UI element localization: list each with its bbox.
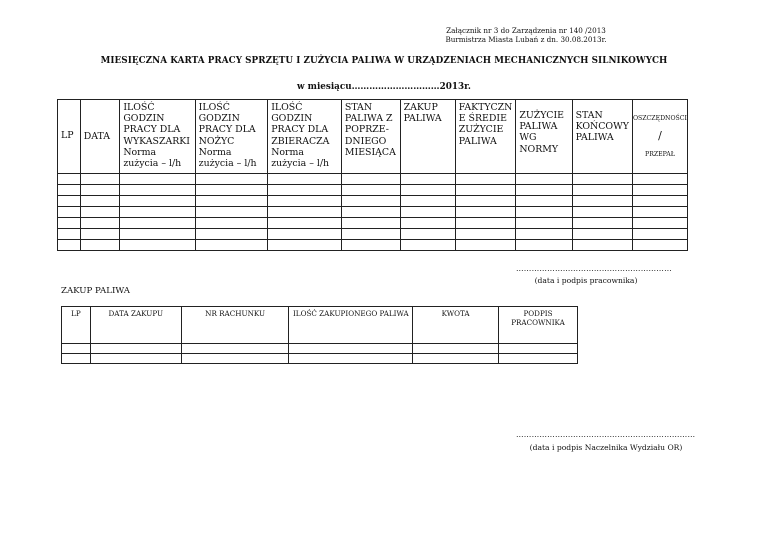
table-cell[interactable] — [455, 218, 516, 229]
table-cell[interactable] — [632, 196, 687, 207]
purchase-table-row — [62, 344, 578, 354]
table-cell[interactable] — [195, 196, 268, 207]
table-cell[interactable] — [499, 344, 578, 354]
table-cell[interactable] — [572, 174, 632, 185]
table-cell[interactable] — [80, 240, 120, 251]
annex-line: Załącznik nr 3 do Zarządzenia nr 140 /2013 — [446, 26, 606, 35]
table-cell[interactable] — [58, 174, 81, 185]
col-trimmer-hours: ILOŚĆ GODZIN PRACY DLA WYKASZARKI Norma zużycia – l/h — [120, 100, 195, 174]
table-cell[interactable] — [80, 185, 120, 196]
table-cell[interactable] — [455, 185, 516, 196]
purchase-body — [62, 344, 578, 364]
table-cell[interactable] — [289, 354, 413, 364]
table-cell[interactable] — [341, 185, 400, 196]
table-cell[interactable] — [632, 207, 687, 218]
table-cell[interactable] — [195, 174, 268, 185]
table-cell[interactable] — [572, 229, 632, 240]
table-cell[interactable] — [341, 207, 400, 218]
col-collector-hours: ILOŚĆ GODZIN PRACY DLA ZBIERACZA Norma zużycia – l/h — [268, 100, 342, 174]
table-cell[interactable] — [516, 207, 572, 218]
purchase-col-lp: LP — [62, 307, 91, 344]
table-cell[interactable] — [80, 229, 120, 240]
purchase-col-invoice: NR RACHUNKU — [181, 307, 289, 344]
table-cell[interactable] — [268, 174, 342, 185]
table-row — [58, 240, 688, 251]
table-cell[interactable] — [341, 196, 400, 207]
table-row — [58, 174, 688, 185]
table-cell[interactable] — [80, 218, 120, 229]
table-cell[interactable] — [632, 218, 687, 229]
table-cell[interactable] — [413, 354, 499, 364]
table-row — [58, 207, 688, 218]
table-cell[interactable] — [632, 174, 687, 185]
header-row — [58, 100, 688, 174]
table-cell[interactable] — [632, 229, 687, 240]
col-norm-consumption: ZUŻYCIE PALIWA WG NORMY — [516, 100, 572, 174]
table-row — [58, 185, 688, 196]
col-lp-label: LP — [61, 129, 74, 141]
table-cell[interactable] — [80, 196, 120, 207]
table-cell[interactable] — [455, 196, 516, 207]
purchase-col-amount-fuel: ILOŚĆ ZAKUPIONEGO PALIWA — [289, 307, 413, 344]
worker-signature-dots: …………………………………………………… — [516, 264, 672, 273]
table-row — [58, 229, 688, 240]
table-cell[interactable] — [516, 174, 572, 185]
table-cell[interactable] — [120, 218, 195, 229]
table-cell[interactable] — [632, 185, 687, 196]
mayor-line: Burmistrza Miasta Lubań z dn. 30.08.2013r. — [445, 35, 607, 44]
table-cell[interactable] — [268, 240, 342, 251]
table-cell[interactable] — [62, 354, 91, 364]
table-cell[interactable] — [572, 196, 632, 207]
table-cell[interactable] — [400, 218, 455, 229]
table-cell[interactable] — [181, 344, 289, 354]
table-cell[interactable] — [400, 174, 455, 185]
table-cell[interactable] — [572, 185, 632, 196]
savings-label: OSZCZĘDNOŚCI — [632, 115, 687, 122]
table-cell[interactable] — [195, 240, 268, 251]
col-date — [80, 100, 120, 174]
table-cell[interactable] — [400, 240, 455, 251]
table-cell[interactable] — [289, 344, 413, 354]
table-cell[interactable] — [341, 218, 400, 229]
table-cell[interactable] — [516, 240, 572, 251]
col-date-label: DATA — [83, 130, 111, 142]
table-cell[interactable] — [58, 229, 81, 240]
table-cell[interactable] — [120, 185, 195, 196]
table-cell[interactable] — [341, 174, 400, 185]
table-cell[interactable] — [455, 174, 516, 185]
table-cell[interactable] — [120, 240, 195, 251]
table-cell[interactable] — [341, 240, 400, 251]
table-cell[interactable] — [516, 196, 572, 207]
table-cell[interactable] — [516, 229, 572, 240]
col-previous-fuel: STAN PALIWA Z POPRZE- DNIEGO MIESIĄCA — [341, 100, 400, 174]
table-cell[interactable] — [572, 207, 632, 218]
table-cell[interactable] — [516, 218, 572, 229]
table-cell[interactable] — [58, 185, 81, 196]
table-cell[interactable] — [268, 229, 342, 240]
table-cell[interactable] — [455, 229, 516, 240]
table-cell[interactable] — [400, 185, 455, 196]
table-cell[interactable] — [58, 218, 81, 229]
head-signature-label: (data i podpis Naczelnika Wydziału OR) — [529, 443, 683, 452]
table-cell[interactable] — [62, 344, 91, 354]
table-cell[interactable] — [58, 196, 81, 207]
table-cell[interactable] — [632, 240, 687, 251]
table-cell[interactable] — [455, 207, 516, 218]
table-cell[interactable] — [195, 207, 268, 218]
table-cell[interactable] — [120, 174, 195, 185]
table-cell[interactable] — [90, 354, 181, 364]
col-actual-consumption: FAKTYCZN E ŚREDIE ZUŻYCIE PALIWA — [455, 100, 516, 174]
purchase-col-date: DATA ZAKUPU — [90, 307, 181, 344]
table-cell[interactable] — [516, 185, 572, 196]
overuse-label: PRZEPAŁ — [645, 151, 675, 159]
table-cell[interactable] — [80, 174, 120, 185]
col-lp — [58, 100, 81, 174]
col-shears-hours: ILOŚĆ GODZIN PRACY DLA NOŻYC Norma zużycia – l/h — [195, 100, 268, 174]
table-cell[interactable] — [195, 218, 268, 229]
purchase-section-title: ZAKUP PALIWA — [61, 286, 130, 296]
table-cell[interactable] — [181, 354, 289, 364]
table-cell[interactable] — [268, 185, 342, 196]
work-card-table — [57, 99, 688, 251]
month-line: w miesiącu…………………………2013r. — [297, 82, 471, 92]
table-cell[interactable] — [268, 218, 342, 229]
col-savings-overuse — [632, 100, 687, 174]
table-row — [58, 196, 688, 207]
table-cell[interactable] — [400, 229, 455, 240]
table-cell[interactable] — [120, 229, 195, 240]
table-row — [58, 218, 688, 229]
table-cell[interactable] — [268, 207, 342, 218]
purchase-table-row — [62, 354, 578, 364]
table-cell[interactable] — [90, 344, 181, 354]
table-cell[interactable] — [120, 196, 195, 207]
table-cell[interactable] — [80, 207, 120, 218]
table-cell[interactable] — [400, 207, 455, 218]
purchase-header-row — [62, 307, 578, 344]
table-cell[interactable] — [268, 196, 342, 207]
col-fuel-purchase: ZAKUP PALIWA — [400, 100, 455, 174]
work-card-body — [58, 174, 688, 251]
table-cell[interactable] — [400, 196, 455, 207]
table-cell[interactable] — [120, 207, 195, 218]
table-cell[interactable] — [572, 240, 632, 251]
table-cell[interactable] — [58, 207, 81, 218]
col-final-fuel: STAN KOŃCOWY PALIWA — [572, 100, 632, 174]
table-cell[interactable] — [195, 185, 268, 196]
table-cell[interactable] — [413, 344, 499, 354]
slash-label: / — [658, 129, 662, 143]
table-cell[interactable] — [572, 218, 632, 229]
table-cell[interactable] — [499, 354, 578, 364]
table-cell[interactable] — [455, 240, 516, 251]
purchase-col-price: KWOTA — [413, 307, 499, 344]
page-title: MIESIĘCZNA KARTA PRACY SPRZĘTU I ZUŻYCIA PALIWA W URZĄDZENIACH MECHANICZNYCH SILNIKOWYCH — [100, 56, 668, 66]
table-cell[interactable] — [58, 240, 81, 251]
table-cell[interactable] — [341, 229, 400, 240]
worker-signature-label: (data i podpis pracownika) — [534, 276, 638, 285]
purchase-col-signature: PODPIS PRACOWNIKA — [499, 307, 578, 344]
head-signature-dots: …………………………………………………………… — [516, 430, 696, 439]
purchase-table — [61, 306, 578, 364]
table-cell[interactable] — [195, 229, 268, 240]
